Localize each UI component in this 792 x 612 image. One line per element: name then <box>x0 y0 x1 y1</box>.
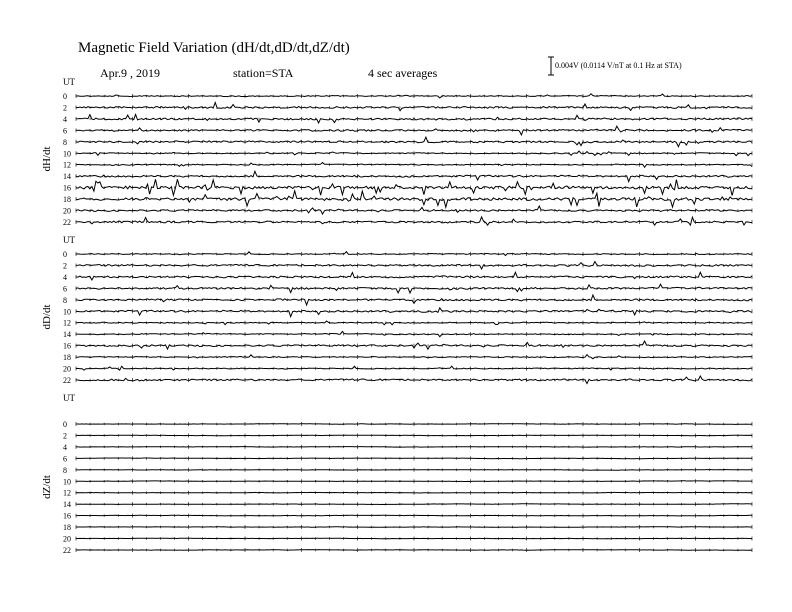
row-hour-label: 14 <box>63 500 71 510</box>
row-hour-label: 8 <box>63 295 67 305</box>
panel-dzdt <box>76 422 752 552</box>
row-hour-label: 12 <box>63 318 71 328</box>
trace-line <box>76 458 752 459</box>
row-hour-label: 12 <box>63 488 71 498</box>
row-hour-label: 8 <box>63 465 67 475</box>
trace-line <box>76 376 752 384</box>
row-hour-label: 16 <box>63 511 71 521</box>
trace-line <box>76 550 752 551</box>
date-label: Apr.9 , 2019 <box>100 66 160 80</box>
row-hour-label: 8 <box>63 137 67 147</box>
row-hour-label: 10 <box>63 477 71 487</box>
ut-label: UT <box>63 393 75 403</box>
trace-line <box>76 114 752 123</box>
row-hour-label: 16 <box>63 183 71 193</box>
row-hour-label: 14 <box>63 330 71 340</box>
trace-line <box>76 447 752 448</box>
row-hour-label: 2 <box>63 261 67 271</box>
trace-line <box>76 515 752 516</box>
row-hour-label: 18 <box>63 195 71 205</box>
trace-line <box>76 435 752 436</box>
row-hour-label: 20 <box>63 534 71 544</box>
trace-line <box>76 538 752 539</box>
scale-label: 0.004V (0.0114 V/nT at 0.1 Hz at STA) <box>555 61 682 70</box>
row-hour-label: 6 <box>63 126 67 136</box>
y-axis-label: dH/dt <box>41 146 53 172</box>
row-hour-label: 10 <box>63 307 71 317</box>
row-hour-label: 4 <box>63 272 67 282</box>
row-hour-label: 14 <box>63 172 71 182</box>
row-hour-label: 4 <box>63 442 67 452</box>
trace-line <box>76 504 752 505</box>
row-hour-label: 2 <box>63 103 67 113</box>
scale-bar <box>548 57 554 75</box>
ut-label: UT <box>63 77 75 87</box>
row-hour-label: 6 <box>63 284 67 294</box>
row-hour-label: 0 <box>63 92 67 101</box>
row-hour-label: 22 <box>63 217 71 227</box>
row-hour-label: 20 <box>63 206 71 216</box>
row-hour-label: 2 <box>63 431 67 441</box>
trace-line <box>76 527 752 528</box>
averaging-label: 4 sec averages <box>368 66 438 80</box>
row-hour-label: 20 <box>63 364 71 374</box>
trace-line <box>76 137 752 147</box>
row-hour-label: 22 <box>63 375 71 385</box>
trace-line <box>76 126 752 135</box>
trace-line <box>76 481 752 482</box>
trace-line <box>76 103 752 111</box>
row-hour-label: 0 <box>63 250 67 259</box>
trace-line <box>76 424 752 425</box>
row-hour-label: 4 <box>63 114 67 124</box>
panel-dhdt <box>76 94 752 225</box>
row-hour-label: 18 <box>63 353 71 363</box>
row-hour-label: 18 <box>63 523 71 533</box>
chart-title: Magnetic Field Variation (dH/dt,dD/dt,dZ/dt) <box>78 40 350 56</box>
row-hour-label: 16 <box>63 341 71 351</box>
trace-line <box>76 284 752 293</box>
row-hour-label: 12 <box>63 160 71 170</box>
station-label: station=STA <box>233 66 294 80</box>
y-axis-label: dZ/dt <box>41 475 53 499</box>
y-axis-label: dD/dt <box>41 304 53 330</box>
row-hour-label: 6 <box>63 454 67 464</box>
panel-dddt <box>76 252 752 384</box>
trace-line <box>76 492 752 493</box>
row-hour-label: 22 <box>63 545 71 555</box>
ut-label: UT <box>63 235 75 245</box>
trace-line <box>76 470 752 471</box>
row-hour-label: 10 <box>63 149 71 159</box>
row-hour-label: 0 <box>63 420 67 429</box>
